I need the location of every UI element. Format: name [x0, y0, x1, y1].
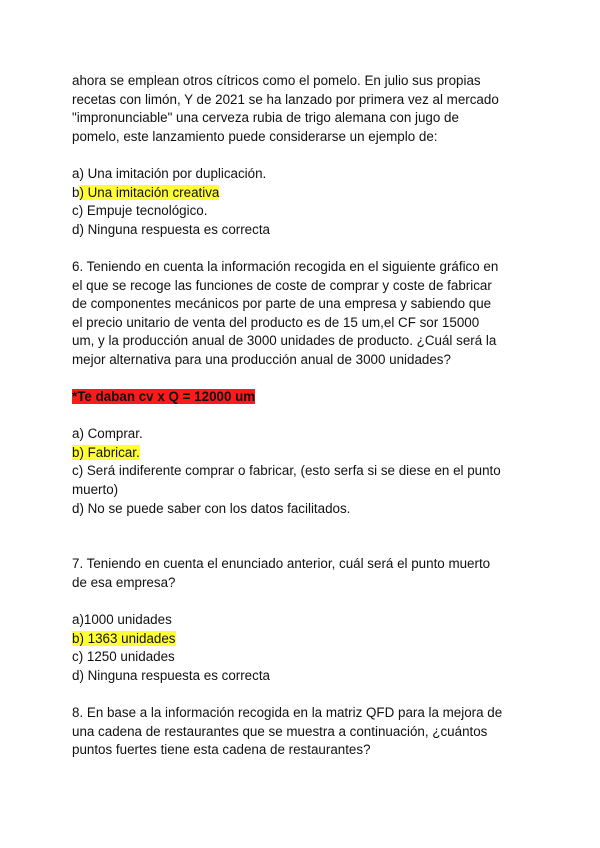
option-a: a) Comprar. [72, 426, 143, 442]
option-d: d) Ninguna respuesta es correcta [72, 667, 270, 683]
text-line: el precio unitario de venta del producto es de 15 um,el CF sor 15000 [72, 314, 480, 330]
text-line: una cadena de restaurantes que se muestra a continuación, ¿cuántos [72, 723, 488, 739]
text-line: "impronunciable" una cerveza rubia de trigo alemana con jugo de [72, 110, 459, 126]
question-5-text [72, 72, 542, 146]
option-a: a)1000 unidades [72, 612, 172, 628]
text-line: ahora se emplean otros cítricos como el pomelo. En julio sus propias [72, 73, 481, 88]
option-b-highlighted: b) Fabricar. [72, 444, 140, 460]
option-c-continued: muerto) [72, 482, 119, 498]
question-6-options [72, 425, 542, 518]
text-line: mejor alternativa para una producción anual de 3000 unidades? [72, 351, 451, 367]
question-8-text [72, 704, 542, 760]
text-line: 6. Teniendo en cuenta la información recogida en el siguiente gráfico en [72, 258, 499, 274]
option-d: d) Ninguna respuesta es correcta [72, 221, 270, 237]
option-b-highlighted: ) Una imitación creativa [79, 184, 220, 200]
option-d: d) No se puede saber con los datos facilitados. [72, 500, 351, 516]
text-line: recetas con limón, Y de 2021 se ha lanzado por primera vez al mercado [72, 91, 499, 107]
option-b [72, 184, 542, 203]
text-line: pomelo, este lanzamiento puede considerarse un ejemplo de: [72, 128, 438, 144]
document-page [72, 72, 542, 760]
option-c: c) 1250 unidades [72, 649, 175, 665]
question-6-note [72, 388, 542, 407]
text-line: puntos fuertes tiene esta cadena de restaurantes? [72, 742, 371, 758]
question-6-text [72, 258, 542, 370]
text-line: el que se recoge las funciones de coste de comprar y coste de fabricar [72, 277, 492, 293]
text-line: de componentes mecánicos por parte de una empresa y sabiendo que [72, 296, 492, 312]
question-7-options [72, 611, 542, 685]
option-c: c) Empuje tecnológico. [72, 203, 208, 219]
option-b-prefix: b [72, 184, 80, 200]
text-line: 7. Teniendo en cuenta el enunciado anterior, cuál será el punto muerto [72, 556, 491, 572]
red-highlight-note: *Te daban cv x Q = 12000 um [72, 389, 256, 405]
text-line: de esa empresa? [72, 574, 176, 590]
option-c: c) Será indiferente comprar o fabricar, (esto serfa si se diese en el punto [72, 463, 501, 479]
text-line: 8. En base a la información recogida en la matriz QFD para la mejora de [72, 705, 503, 720]
option-b-highlighted: b) 1363 unidades [72, 630, 176, 646]
text-line: um, y la producción anual de 3000 unidades de producto. ¿Cuál será la [72, 333, 497, 349]
option-a: a) Una imitación por duplicación. [72, 165, 267, 181]
question-7-text [72, 555, 542, 592]
question-5-options [72, 165, 542, 239]
